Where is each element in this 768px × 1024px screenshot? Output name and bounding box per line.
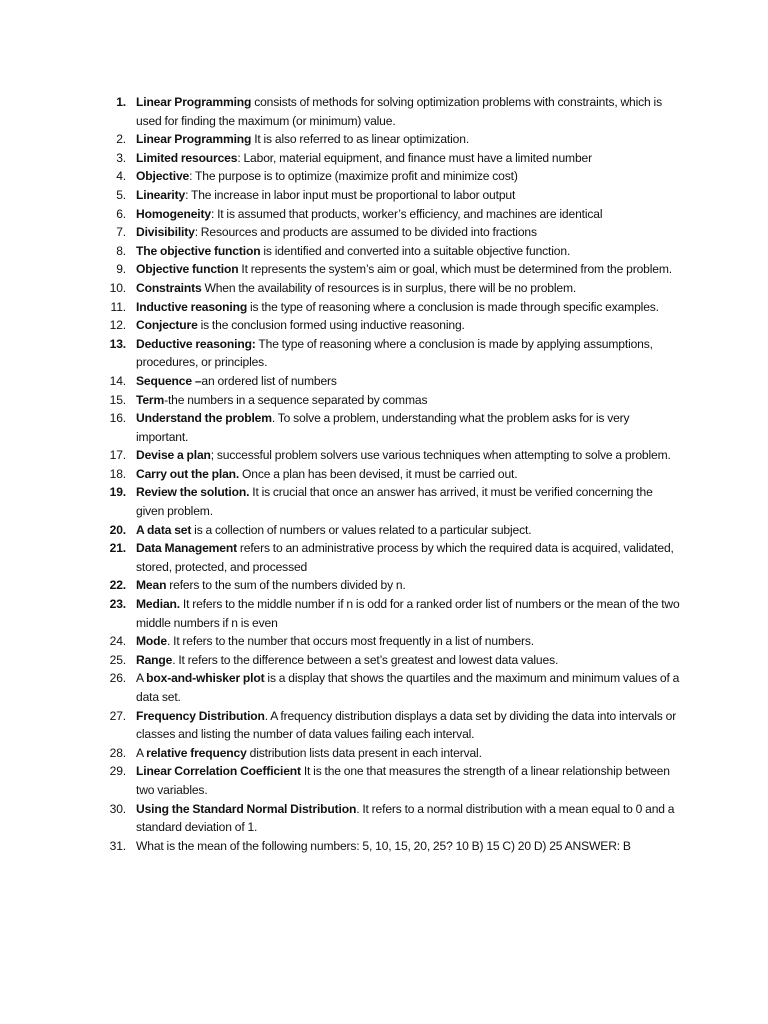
item-number: 26. — [109, 671, 126, 686]
item-term: Linear Correlation Coefficient — [136, 764, 301, 779]
item-term: Homogeneity — [136, 206, 211, 221]
item-number: 17. — [109, 448, 126, 463]
item-text: The type of reasoning where a conclusion is made by applying assumptions, procedures, or principles. — [136, 336, 653, 370]
list-item — [102, 130, 680, 149]
item-term: Linear Programming — [136, 132, 252, 147]
item-text: . It refers to a normal distribution with a mean equal to 0 and a standard deviation of 1. — [136, 801, 675, 835]
list-item — [102, 539, 680, 576]
list-item — [102, 223, 680, 242]
item-number: 8. — [116, 243, 126, 258]
item-text: When the availability of resources is in surplus, there will be no problem. — [201, 280, 577, 295]
item-text: : The increase in labor input must be proportional to labor output — [185, 187, 516, 202]
item-term: Range — [136, 652, 173, 667]
item-text: an ordered list of numbers — [201, 373, 337, 388]
item-number: 25. — [109, 652, 126, 667]
item-text: It is also referred to as linear optimization. — [251, 132, 470, 147]
list-item — [102, 669, 680, 706]
list-item — [102, 576, 680, 595]
item-text: is identified and converted into a suitable objective function. — [260, 243, 571, 258]
item-number: 7. — [116, 225, 126, 240]
list-item — [102, 762, 680, 799]
item-text: distribution lists data present in each interval. — [246, 745, 482, 760]
list-item — [102, 409, 680, 446]
item-number: 22. — [109, 578, 126, 593]
item-number: 30. — [109, 801, 126, 816]
item-term: relative frequency — [146, 745, 247, 760]
list-item — [102, 595, 680, 632]
item-number: 1. — [116, 95, 126, 109]
item-number: 5. — [116, 187, 126, 202]
item-number: 16. — [109, 411, 126, 426]
list-item — [102, 483, 680, 520]
item-prefix: A — [136, 671, 147, 686]
item-number: 21. — [109, 541, 126, 556]
item-text: It refers to the middle number if n is odd for a ranked order list of numbers or the mean of the two middle numbers if n is even — [136, 597, 680, 630]
item-number: 14. — [109, 373, 126, 388]
item-number: 12. — [109, 318, 126, 333]
list-item — [102, 316, 680, 335]
list-item — [102, 205, 680, 224]
list-item — [102, 260, 680, 279]
item-term: Using the Standard Normal Distribution — [136, 801, 357, 816]
item-number: 10. — [109, 280, 126, 295]
item-term: Median. — [136, 597, 180, 612]
item-number: 3. — [116, 150, 126, 165]
item-term: Review the solution. — [136, 485, 250, 500]
item-text: is a display that shows the quartiles and the maximum and minimum values of a data set. — [136, 671, 680, 704]
list-item — [102, 167, 680, 186]
item-term: Deductive reasoning: — [136, 336, 256, 351]
item-number: 28. — [109, 745, 126, 760]
list-item — [102, 632, 680, 651]
list-item — [102, 651, 680, 670]
list-item — [102, 800, 680, 837]
item-text: It is the one that measures the strength of a linear relationship between two variables. — [136, 764, 670, 797]
item-text: is the conclusion formed using inductive reasoning. — [197, 318, 465, 333]
list-item — [102, 149, 680, 168]
numbered-list — [102, 93, 680, 855]
item-text: : Resources and products are assumed to be divided into fractions — [194, 225, 537, 240]
list-item — [102, 744, 680, 763]
item-text: It represents the system’s aim or goal, which must be determined from the problem. — [238, 262, 672, 277]
item-text: refers to an administrative process by which the required data is acquired, validated, stored, protected, and processed — [136, 541, 674, 574]
item-number: 19. — [109, 485, 126, 500]
item-text: . A frequency distribution displays a data set by dividing the data into intervals or classes and listing the number of data values failing each interval. — [136, 708, 677, 742]
list-item — [102, 93, 680, 130]
list-item — [102, 391, 680, 410]
item-term: Frequency Distribution — [136, 708, 265, 723]
item-term: The objective function — [136, 243, 261, 258]
item-term: A data set — [136, 522, 192, 537]
item-term: Carry out the plan. — [136, 466, 240, 481]
item-term: Objective function — [136, 262, 239, 277]
item-number: 13. — [109, 336, 126, 351]
item-number: 15. — [109, 392, 126, 407]
item-text: is the type of reasoning where a conclusion is made through specific examples. — [247, 299, 659, 314]
item-text: : It is assumed that products, worker’s efficiency, and machines are identical — [210, 206, 603, 221]
item-text: . It refers to the number that occurs most frequently in a list of numbers. — [166, 634, 534, 649]
item-term: Constraints — [136, 280, 202, 295]
item-term: Inductive reasoning — [136, 299, 248, 314]
item-number: 20. — [109, 522, 126, 537]
item-number: 2. — [116, 132, 126, 147]
item-prefix: A — [136, 745, 147, 760]
item-text: : Labor, material equipment, and finance must have a limited number — [237, 150, 593, 165]
item-term: Conjecture — [136, 318, 198, 333]
item-number: 4. — [116, 169, 126, 184]
item-text: It is crucial that once an answer has arrived, it must be verified concerning the given problem. — [136, 485, 653, 519]
item-text: Once a plan has been devised, it must be carried out. — [239, 466, 518, 481]
item-number: 23. — [109, 597, 126, 612]
item-number: 11. — [110, 299, 126, 314]
item-term: Limited resources — [136, 150, 238, 165]
item-term: Linear Programming — [136, 95, 252, 109]
list-item — [102, 279, 680, 298]
item-text: -the numbers in a sequence separated by commas — [164, 392, 428, 407]
list-item — [102, 335, 680, 372]
item-text: refers to the sum of the numbers divided by n. — [166, 578, 406, 593]
item-term: box-and-whisker plot — [146, 671, 265, 686]
item-text: ; successful problem solvers use various techniques when attempting to solve a problem. — [210, 448, 671, 463]
item-text: . It refers to the difference between a set’s greatest and lowest data values. — [172, 652, 559, 667]
item-number: 27. — [109, 708, 126, 723]
item-number: 29. — [109, 764, 126, 779]
item-term: Term — [136, 392, 165, 407]
item-number: 6. — [116, 206, 126, 221]
list-item — [102, 298, 680, 317]
item-term: Objective — [136, 169, 190, 184]
list-item — [102, 242, 680, 261]
item-number: 24. — [109, 634, 126, 649]
list-item — [102, 465, 680, 484]
list-item — [102, 707, 680, 744]
item-term: Sequence – — [136, 373, 202, 388]
item-term: Mean — [136, 578, 167, 593]
item-text: is a collection of numbers or values related to a particular subject. — [191, 522, 532, 537]
list-item — [102, 837, 680, 856]
list-item — [102, 372, 680, 391]
item-text: consists of methods for solving optimization problems with constraints, which is used for finding the maximum (or minimum) value. — [136, 95, 662, 128]
list-item — [102, 521, 680, 540]
item-number: 18. — [109, 466, 126, 481]
item-number: 31. — [109, 838, 126, 853]
item-text: : The purpose is to optimize (maximize profit and minimize cost) — [189, 169, 518, 184]
item-text: . To solve a problem, understanding what the problem asks for is very important. — [136, 411, 630, 444]
item-term: Divisibility — [136, 225, 195, 240]
item-term: Mode — [136, 634, 167, 649]
item-term: Linearity — [136, 187, 186, 202]
list-item — [102, 446, 680, 465]
item-term: Understand the problem — [136, 411, 272, 426]
list-item — [102, 186, 680, 205]
item-term: Data Management — [136, 541, 237, 556]
item-text: What is the mean of the following numbers: 5, 10, 15, 20, 25? 10 B) 15 C) 20 D) 25 ANSWER: B — [136, 838, 631, 853]
item-term: Devise a plan — [136, 448, 211, 463]
item-number: 9. — [116, 262, 126, 277]
